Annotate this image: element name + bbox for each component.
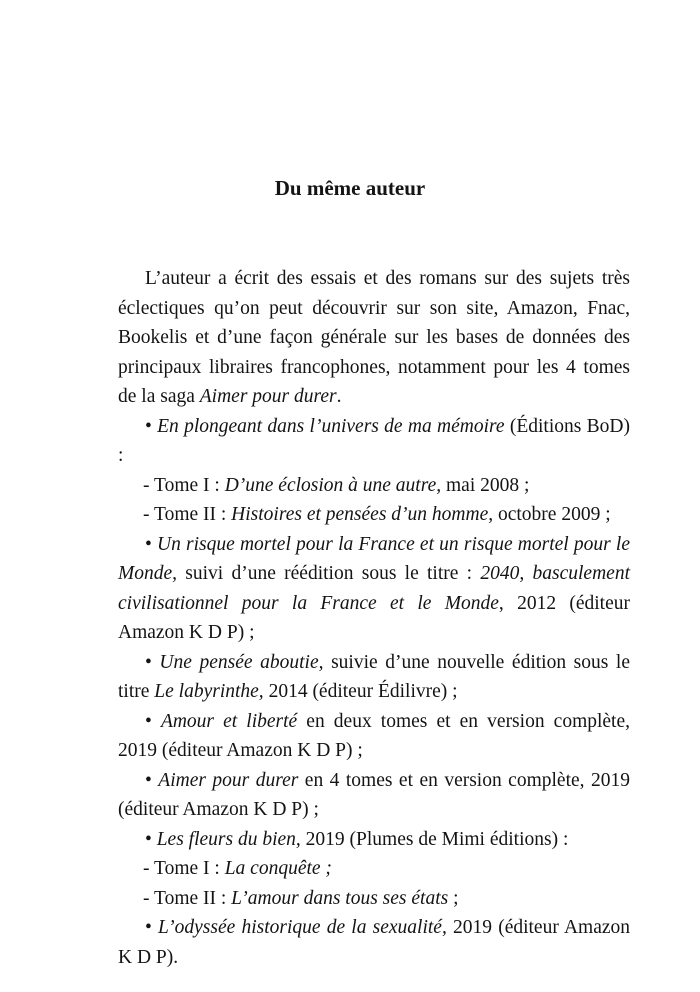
bullet-icon: • — [145, 828, 152, 850]
list-item: • Les fleurs du bien, 2019 (Plumes de Mimi éditions) : — [145, 828, 569, 850]
list-item: • Un risque mortel pour la France et un risque mortel pour le Monde, suivi d’une réédition sous le titre : 2040, basculement civilisationnel pour la France et le Monde, 2012 (éditeur Amazon K D P) ; — [118, 533, 630, 643]
book-title: Les fleurs du bien, — [156, 828, 301, 850]
bullet-icon: • — [145, 769, 152, 791]
book-title: Une pensée aboutie, — [159, 651, 324, 673]
tome-item: - Tome I : D’une éclosion à une autre, mai 2008 ; — [143, 474, 530, 496]
tome-title: La conquête ; — [224, 858, 332, 879]
book-title-alt: 2040, basculement civilisationnel pour la France et le Monde — [118, 563, 630, 614]
book-title: Un risque mortel pour la France et un risque mortel pour le Monde, — [118, 533, 630, 584]
saga-title: Aimer pour durer — [199, 386, 337, 407]
list-item: • Aimer pour durer en 4 tomes et en version complète, 2019 (éditeur Amazon K D P) ; — [118, 769, 630, 820]
book-title: L’odyssée historique de la sexualité, — [158, 917, 447, 938]
bullet-icon: • — [145, 415, 152, 437]
tome-title: D’une éclosion à une autre, — [224, 474, 442, 496]
list-item: • En plongeant dans l’univers de ma mémoire (Éditions BoD) : — [118, 415, 630, 466]
book-title: En plongeant dans l’univers de ma mémoire — [157, 415, 505, 437]
tome-item: - Tome II : L’amour dans tous ses états ; — [143, 887, 459, 909]
book-title: Aimer pour durer — [158, 769, 299, 791]
tome-item: - Tome I : La conquête ; — [143, 858, 332, 879]
book-list-section — [118, 264, 630, 972]
list-item: • Une pensée aboutie, suivie d’une nouvelle édition sous le titre Le labyrinthe, 2014 (éditeur Édilivre) ; — [118, 651, 630, 702]
intro-paragraph: L’auteur a écrit des essais et des romans sur des sujets très éclectiques qu’on peut découvrir sur son site, Amazon, Fnac, Bookelis et d’une façon générale sur les bases de données des principaux libraires francophones, notamment pour les 4 tomes de la saga Aimer pour durer. — [118, 268, 630, 407]
list-item: • L’odyssée historique de la sexualité, 2019 (éditeur Amazon K D P). — [118, 917, 630, 968]
tome-title: L’amour dans tous ses états — [231, 887, 449, 909]
bullet-icon: • — [145, 533, 152, 555]
tome-title: Histoires et pensées d’un homme, — [231, 504, 494, 525]
bullet-icon: • — [145, 651, 152, 673]
page-title: Du même auteur — [274, 176, 426, 200]
list-item: • Amour et liberté en deux tomes et en version complète, 2019 (éditeur Amazon K D P) ; — [118, 710, 631, 761]
book-title-alt: Le labyrinthe, — [154, 681, 264, 702]
book-title: Amour et liberté — [160, 710, 298, 732]
bullet-icon: • — [145, 917, 152, 938]
bullet-icon: • — [145, 710, 152, 732]
tome-item: - Tome II : Histoires et pensées d’un homme, octobre 2009 ; — [143, 504, 611, 525]
